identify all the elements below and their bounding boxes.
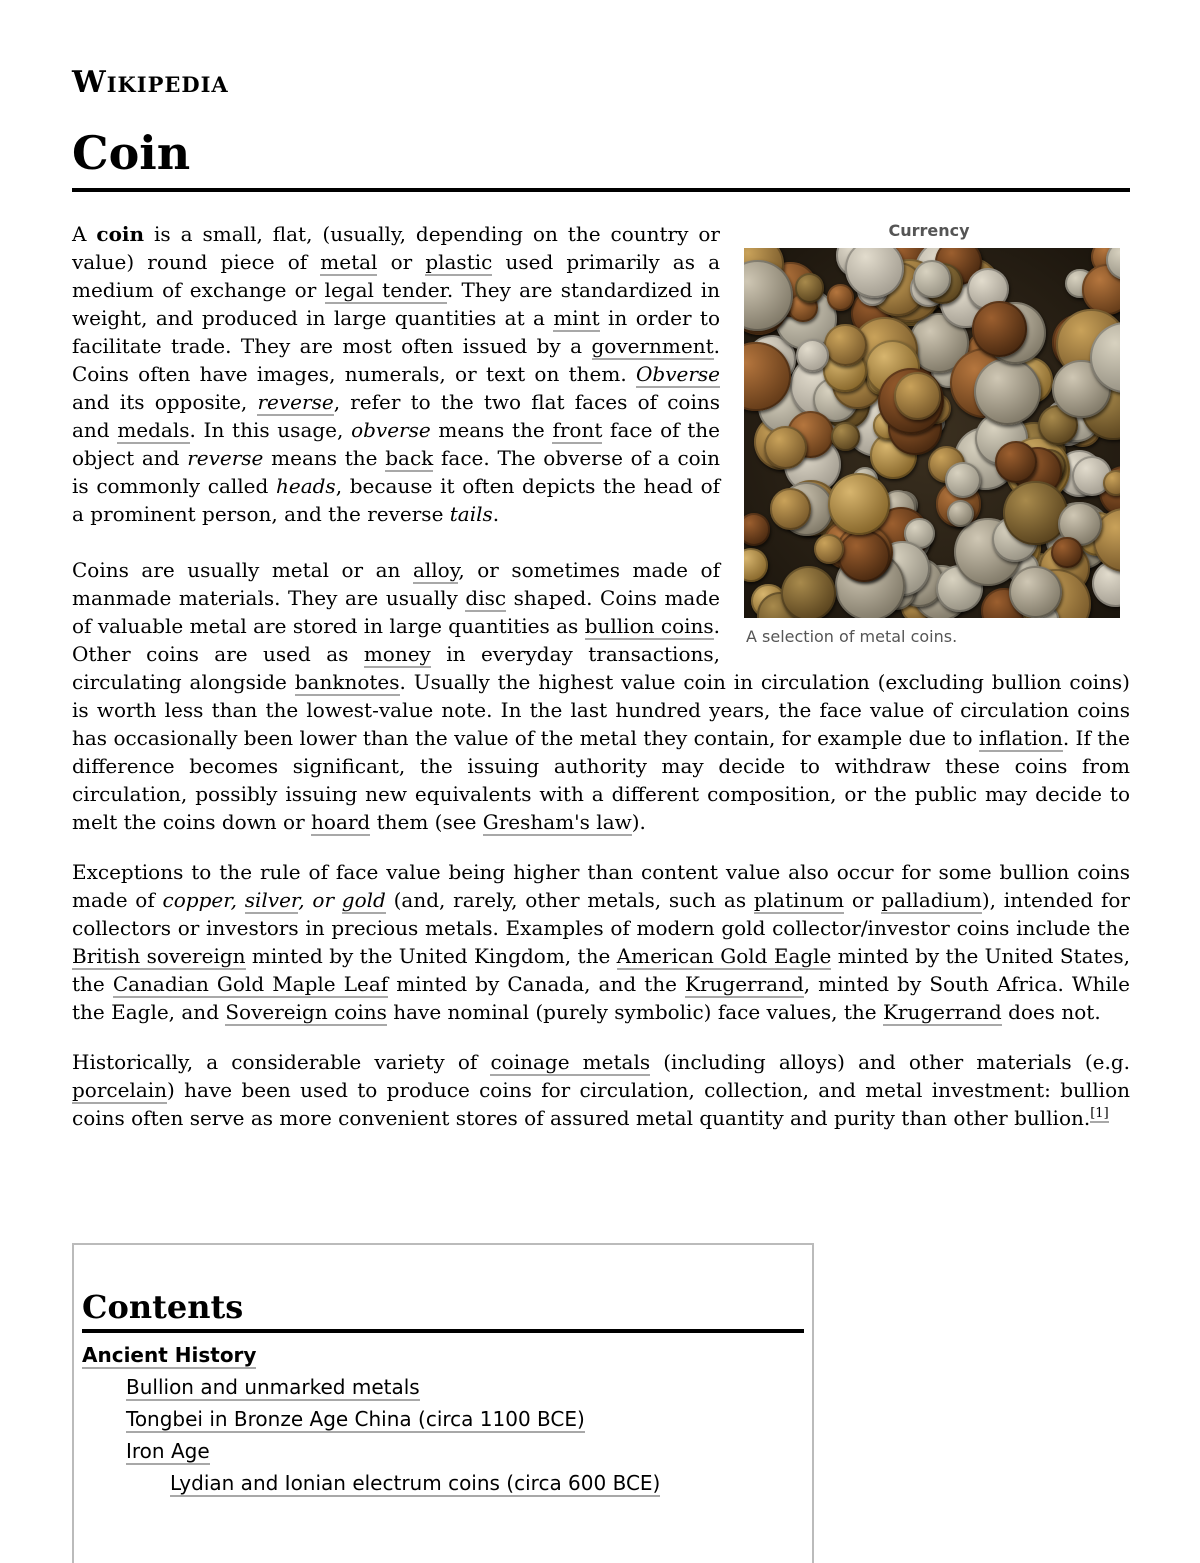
- coin-shape: [828, 473, 890, 535]
- coin-shape: [838, 530, 890, 582]
- coin-shape: [831, 422, 860, 451]
- coin-shape: [744, 513, 770, 545]
- infobox: [744, 220, 1130, 648]
- link-obverse[interactable]: Obverse: [636, 362, 720, 386]
- toc-title: Contents: [82, 1287, 804, 1333]
- toc-link-lydian[interactable]: Lydian and Ionian electrum coins (circa 600 BCE): [170, 1471, 661, 1495]
- link-krugerrand-2[interactable]: Krugerrand: [882, 1000, 1002, 1024]
- link-coinage-metals[interactable]: coinage metals: [490, 1050, 651, 1074]
- link-palladium[interactable]: palladium: [881, 888, 982, 912]
- link-sovereign-coins[interactable]: Sovereign coins: [225, 1000, 387, 1024]
- link-metal[interactable]: metal: [320, 250, 378, 274]
- link-plastic[interactable]: plastic: [425, 250, 493, 274]
- link-inflation[interactable]: inflation: [978, 726, 1063, 750]
- article-body: [72, 220, 1130, 1132]
- toc-item: [82, 1435, 804, 1467]
- link-british-sovereign[interactable]: British sovereign: [72, 944, 246, 968]
- link-alloy[interactable]: alloy: [412, 558, 459, 582]
- link-silver[interactable]: silver: [244, 888, 299, 912]
- coin-shape: [1009, 566, 1061, 618]
- coin-shape: [744, 548, 768, 582]
- link-bullion-coins[interactable]: bullion coins: [584, 614, 714, 638]
- link-money[interactable]: money: [363, 642, 431, 666]
- toc-link-iron-age[interactable]: Iron Age: [126, 1439, 210, 1463]
- link-hoard[interactable]: hoard: [311, 810, 371, 834]
- coin-shape: [827, 284, 854, 311]
- link-banknotes[interactable]: banknotes: [294, 670, 400, 694]
- coins-photo[interactable]: [744, 248, 1120, 618]
- link-legal-tender[interactable]: legal tender: [324, 278, 447, 302]
- coin-shape: [796, 339, 829, 372]
- page-title: Coin: [72, 122, 1130, 192]
- coin-shape: [1103, 470, 1120, 496]
- coin-shape: [814, 534, 844, 564]
- coin-shape: [764, 426, 807, 469]
- paragraph-materials: Coins are usually metal or an alloy, or sometimes made of manmade materials. They are usually disc shaped. Coins made of valuable metal are stored in large quantities as bullion coins. Other coins are used as money in everyday transactions, circulating alongside banknotes. Usually the highest value coin in circulation (excluding bullion coins) is worth less than the lowest-value note. In the last hundred years, the face value of circulation coins has occasionally been lower than the value of the metal they contain, for example due to inflation. If the difference becomes significant, the issuing authority may decide to withdraw these coins from circulation, possibly issuing new equivalents with a different composition, or the public may decide to melt the coins down or hoard them (see Gresham's law).: [72, 558, 1130, 834]
- link-government[interactable]: government: [591, 334, 714, 358]
- link-front[interactable]: front: [552, 418, 603, 442]
- link-reverse[interactable]: reverse: [257, 390, 334, 414]
- toc-link-tongbei[interactable]: Tongbei in Bronze Age China (circa 1100 BCE): [126, 1407, 585, 1431]
- link-canadian-gold-maple-leaf[interactable]: Canadian Gold Maple Leaf: [112, 972, 389, 996]
- link-krugerrand[interactable]: Krugerrand: [685, 972, 804, 996]
- table-of-contents: [72, 1243, 814, 1563]
- reference-1[interactable]: [1]: [1090, 1106, 1109, 1122]
- coin-shape: [945, 462, 981, 498]
- toc-item: [82, 1339, 804, 1371]
- link-back[interactable]: back: [385, 446, 434, 470]
- coin-shape: [974, 358, 1041, 425]
- coin-shape: [1003, 481, 1067, 545]
- coin-shape: [972, 301, 1027, 356]
- article: [72, 62, 1130, 1154]
- paragraph-intro: A coin is a small, flat, (usually, depending on the country or value) round piece of metal or plastic used primarily as a medium of exchange or legal tender. They are standardized in weight, and produced in large quantities at a mint in order to facilitate trade. They are most often issued by a government. Coins often have images, numerals, or text on them. Obverse and its opposite, reverse, refer to the two flat faces of coins and medals. In this usage, obverse means the front face of the object and reverse means the back face. The obverse of a coin is commonly called heads, because it often depicts the head of a prominent person, and the reverse tails.: [72, 222, 721, 526]
- wikipedia-logo-text[interactable]: Wikipedia: [72, 65, 229, 100]
- toc-link-ancient-history[interactable]: Ancient History: [82, 1343, 257, 1367]
- coin-shape: [770, 488, 812, 530]
- toc-item: [82, 1403, 804, 1435]
- coin-shape: [824, 324, 867, 367]
- coin-shape: [1051, 537, 1082, 568]
- link-gold[interactable]: gold: [341, 888, 386, 912]
- link-platinum[interactable]: platinum: [753, 888, 845, 912]
- link-porcelain[interactable]: porcelain: [72, 1078, 168, 1102]
- link-disc[interactable]: disc: [465, 586, 507, 610]
- coin-shape: [913, 260, 950, 297]
- link-greshams-law[interactable]: Gresham's law: [482, 810, 632, 834]
- infobox-caption: A selection of metal coins.: [746, 627, 958, 646]
- paragraph-history: Historically, a considerable variety of coinage metals (including alloys) and other materials (e.g. porcelain) have been used to produce coins for circulation, collection, and metal investment: bullion coins often serve as more convenient stores of assured metal quantity and purity than other bullion.[1]: [72, 1050, 1130, 1130]
- coin-shape: [894, 372, 942, 420]
- coin-shape: [781, 566, 836, 618]
- infobox-title: Currency: [888, 221, 970, 240]
- toc-item: [82, 1371, 804, 1403]
- link-american-gold-eagle[interactable]: American Gold Eagle: [616, 944, 832, 968]
- link-mint[interactable]: mint: [553, 306, 600, 330]
- toc-item: [82, 1467, 804, 1499]
- coin-shape: [795, 273, 824, 302]
- coin-shape: [995, 441, 1037, 483]
- link-medals[interactable]: medals: [117, 418, 190, 442]
- toc-link-bullion[interactable]: Bullion and unmarked metals: [126, 1375, 420, 1399]
- paragraph-exceptions: Exceptions to the rule of face value being higher than content value also occur for some bullion coins made of copper, silver, or gold (and, rarely, other metals, such as platinum or palladium), intended for collectors or investors in precious metals. Examples of modern gold collector/investor coins include the British sovereign minted by the United Kingdom, the American Gold Eagle minted by the United States, the Canadian Gold Maple Leaf minted by Canada, and the Krugerrand, minted by South Africa. While the Eagle, and Sovereign coins have nominal (purely symbolic) face values, the Krugerrand does not.: [72, 860, 1131, 1024]
